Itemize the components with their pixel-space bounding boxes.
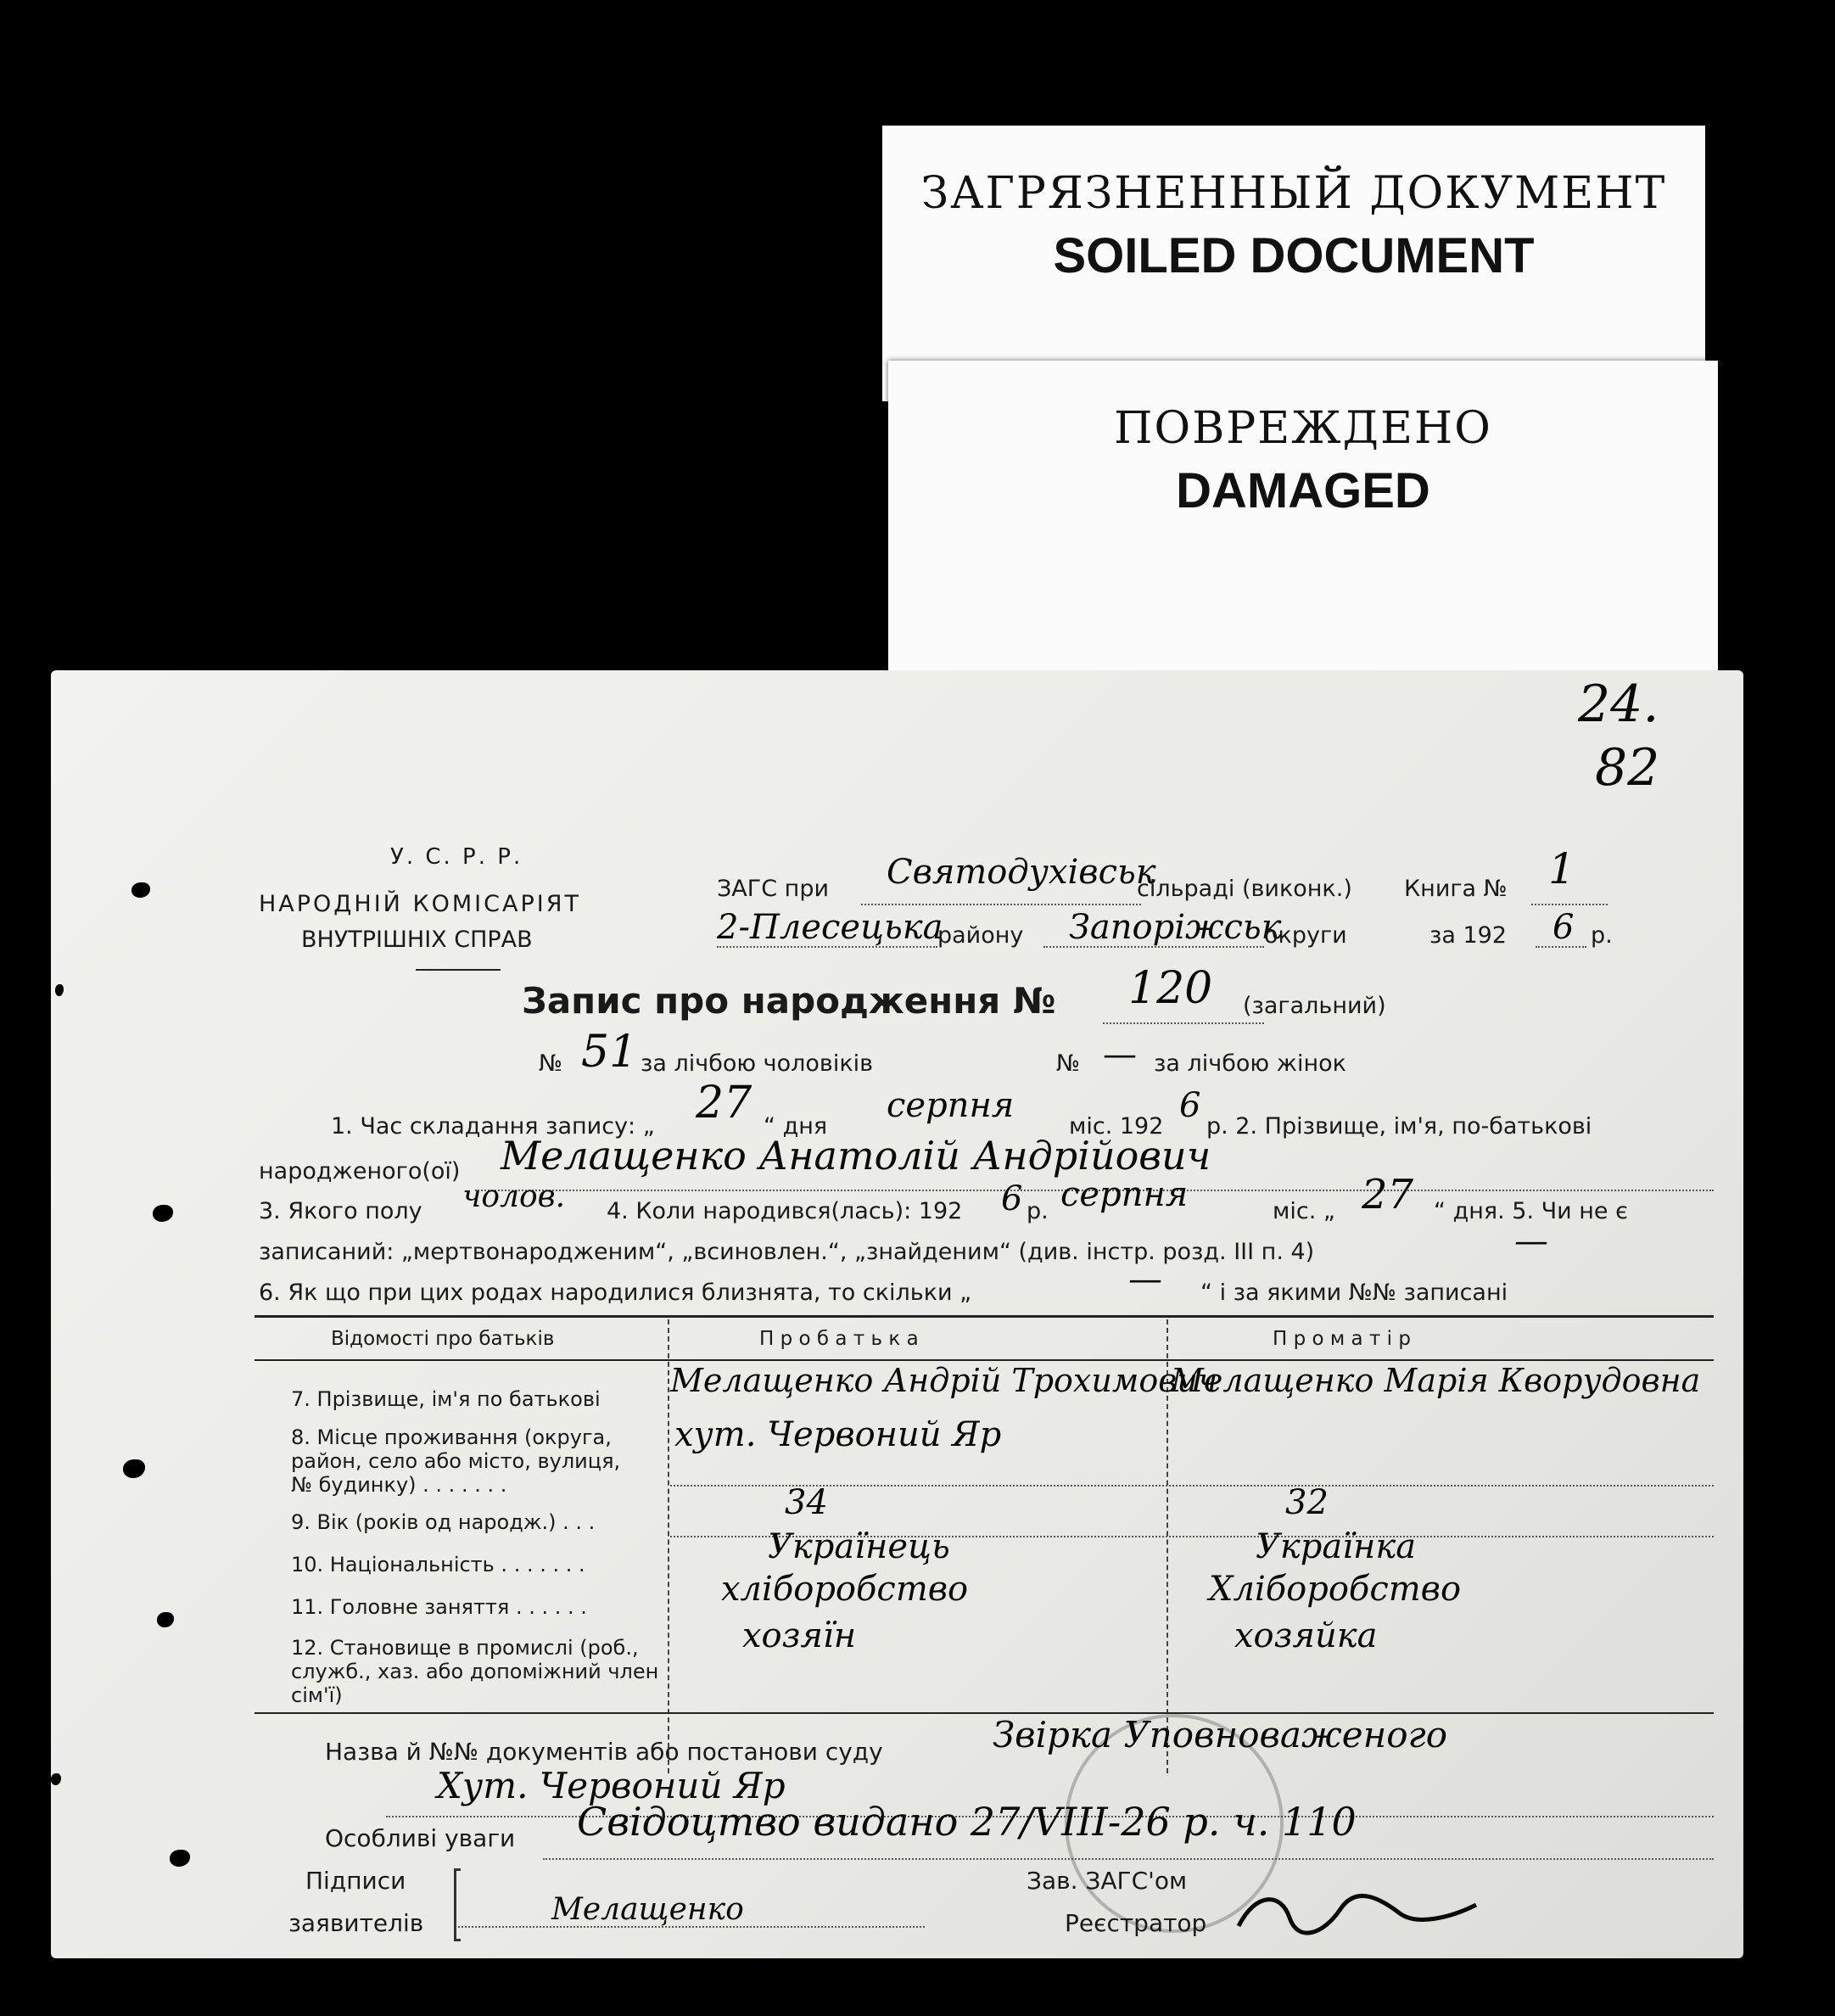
line3-text-b: 4. Коли народився(лась): 192 <box>607 1198 963 1224</box>
applicant-signature: Мелащенко <box>551 1892 744 1927</box>
male-count-no: № <box>539 1050 563 1077</box>
year-label: за 192 <box>1429 922 1508 949</box>
father-status-value: хозяїн <box>742 1616 857 1655</box>
okrug-line <box>1043 946 1264 948</box>
archive-number-2: 82 <box>1595 738 1660 798</box>
row-label-occupation: 11. Головне заняття . . . . . . <box>291 1595 587 1619</box>
line1-text-d: р. 2. Прізвище, ім'я, по-батькові <box>1206 1113 1592 1140</box>
zags-village-line <box>861 904 1141 905</box>
line1-text-b: “ дня <box>764 1113 828 1140</box>
child-sex-value: чолов. <box>462 1179 566 1214</box>
signatures-label-1: Підписи <box>305 1867 406 1895</box>
header-divider <box>416 969 501 971</box>
row-label-age: 9. Вік (років од народж.) . . . <box>291 1510 596 1534</box>
year-value: 6 <box>1552 908 1575 947</box>
line1-text-a: 1. Час складання запису: „ <box>331 1113 655 1140</box>
table-top-rule <box>255 1315 1714 1318</box>
book-label: Книга № <box>1404 876 1508 902</box>
record-general-label: (загальний) <box>1243 993 1386 1019</box>
male-count-value: 51 <box>581 1027 638 1078</box>
archive-number-1: 24. <box>1578 675 1659 734</box>
line4-value: — <box>1514 1222 1548 1261</box>
birth-day-value: 27 <box>1362 1171 1414 1218</box>
record-number-line <box>1103 1022 1264 1024</box>
commissariat-heading-1: НАРОДНІЙ КОМІСАРІЯТ <box>259 891 581 917</box>
father-name-value: Мелащенко Андрій Трохимович <box>670 1362 1218 1399</box>
table-head-father: П р о б а т ь к а <box>759 1328 919 1350</box>
okrug-label: округи <box>1264 922 1347 949</box>
notes-value: Свідоцтво видано 27/VIII-26 р. ч. 110 <box>577 1799 1357 1845</box>
documents-label: Назва й №№ документів або постанови суду <box>325 1738 883 1766</box>
damaged-label-en: DAMAGED <box>1176 463 1430 518</box>
district-value: 2-Плесецька <box>717 908 943 947</box>
registrar-label: Реєстратор <box>1065 1909 1207 1937</box>
row-label-status: 12. Становище в промислі (роб., служб., хаз. або допоміжний член сім'ї) <box>291 1636 659 1707</box>
okrug-value: Запоріжськ <box>1069 908 1282 947</box>
signature-bracket <box>454 1868 461 1941</box>
row-label-nationality: 10. Національність . . . . . . . <box>291 1553 585 1576</box>
documents-value: Звірка Уповноваженого <box>993 1714 1448 1756</box>
line3-text-d: міс. „ <box>1273 1198 1335 1224</box>
documents-value-2: Хут. Червоний Яр <box>437 1765 786 1806</box>
punch-hole <box>123 1459 145 1478</box>
ussr-heading: У. С. Р. Р. <box>390 844 523 870</box>
table-head-rule <box>255 1359 1714 1361</box>
birth-month-value: серпня <box>1060 1175 1189 1214</box>
female-count-value: — <box>1103 1035 1137 1074</box>
mother-name-value: Мелащенко Марія Кворудовна <box>1171 1362 1701 1399</box>
notes-line <box>543 1858 1714 1860</box>
soiled-label-en: SOILED DOCUMENT <box>1053 228 1535 283</box>
record-title: Запис про народження № <box>522 980 1056 1022</box>
punch-hole <box>55 984 64 996</box>
female-count-no: № <box>1056 1050 1081 1077</box>
table-head-info: Відомості про батьків <box>331 1328 555 1350</box>
father-nationality-value: Українець <box>768 1527 950 1566</box>
line3-text-a: 3. Якого полу <box>259 1198 422 1224</box>
line1-text-c: міс. 192 <box>1069 1113 1164 1140</box>
line5-text-b: “ і за якими №№ записані <box>1200 1280 1508 1306</box>
record-day-value: 27 <box>696 1078 752 1128</box>
mother-occupation-value: Хліборобство <box>1209 1570 1462 1609</box>
punch-hole <box>131 882 150 898</box>
district-line <box>717 946 937 948</box>
zags-suffix: сільраді (виконк.) <box>1137 876 1352 902</box>
signatures-label-2: заявителів <box>288 1909 424 1937</box>
year-line <box>1536 946 1586 948</box>
damaged-document-label <box>888 361 1718 679</box>
record-number-value: 120 <box>1128 963 1213 1014</box>
table-head-mother: П р о м а т і р <box>1273 1328 1411 1350</box>
district-label: району <box>937 922 1024 949</box>
year-suffix: р. <box>1591 922 1613 949</box>
line4-text: записаний: „мертвонародженим“, „всиновлен.“, „знайденим“ (див. інстр. розд. III п. 4) <box>259 1239 1315 1265</box>
female-count-label: за лічбою жінок <box>1154 1050 1346 1077</box>
notes-label: Особливі уваги <box>325 1824 516 1852</box>
line3-text-c: р. <box>1027 1198 1049 1224</box>
father-occupation-value: хліборобство <box>721 1570 969 1609</box>
book-number-value: 1 <box>1548 844 1575 893</box>
child-name-value: Мелащенко Анатолій Андрійович <box>501 1133 1211 1179</box>
twins-count-value: — <box>1128 1260 1162 1299</box>
birth-year-value: 6 <box>1001 1179 1023 1218</box>
male-count-label: за лічбою чоловіків <box>641 1050 874 1077</box>
punch-hole <box>157 1612 174 1627</box>
zags-head-label: Зав. ЗАГС'ом <box>1027 1867 1188 1895</box>
mother-nationality-value: Українка <box>1256 1527 1417 1566</box>
mother-age-value: 32 <box>1285 1483 1329 1522</box>
record-year-value: 6 <box>1179 1086 1201 1125</box>
punch-hole <box>153 1205 173 1222</box>
damaged-label-ru: ПОВРЕЖДЕНО <box>1114 403 1492 454</box>
book-line <box>1531 904 1608 905</box>
row-label-residence: 8. Місце проживання (округа, район, село або місто, вулиця, № будинку) . . . . . . . <box>291 1425 621 1497</box>
line3-text-e: “ дня. 5. Чи не є <box>1434 1198 1628 1224</box>
record-month-value: серпня <box>887 1086 1015 1125</box>
soiled-label-ru: ЗАГРЯЗНЕННЫЙ ДОКУМЕНТ <box>920 168 1667 219</box>
punch-hole <box>51 1773 61 1785</box>
father-age-value: 34 <box>785 1483 828 1522</box>
punch-hole <box>170 1850 190 1867</box>
signature-line <box>458 1926 925 1928</box>
table-bottom-rule <box>255 1712 1714 1714</box>
zags-prefix: ЗАГС при <box>717 876 830 902</box>
registrar-signature-mark <box>1230 1875 1485 1943</box>
line5-text-a: 6. Як що при цих родах народилися близнята, то скільки „ <box>259 1280 972 1306</box>
line2-text-a: народженого(ої) <box>259 1158 461 1184</box>
row-label-name: 7. Прізвище, ім'я по батькові <box>291 1387 601 1411</box>
birth-record-form <box>51 670 1743 1958</box>
father-residence-value: хут. Червоний Яр <box>674 1415 1002 1454</box>
zags-village-value: Святодухівськ <box>887 853 1156 892</box>
commissariat-heading-2: ВНУТРІШНІХ СПРАВ <box>301 927 533 953</box>
mother-status-value: хозяйка <box>1234 1616 1378 1655</box>
